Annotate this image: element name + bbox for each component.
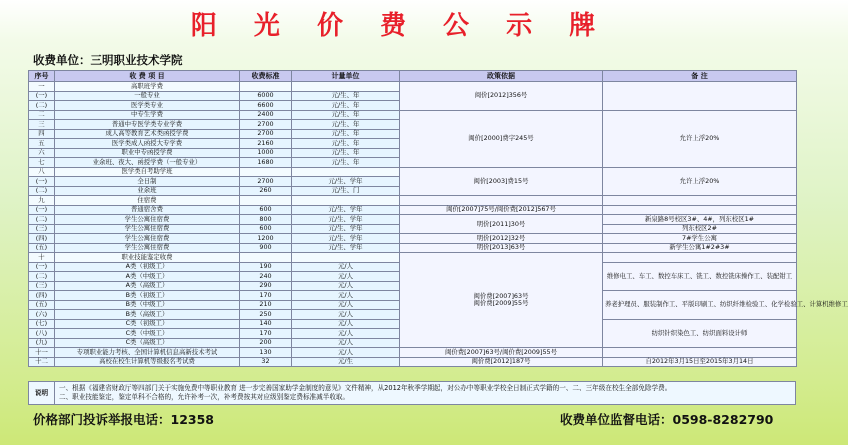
row-unit: 元/生、年: [292, 110, 400, 120]
policy-cell: 闽价[2000]费字245号: [400, 110, 603, 167]
row-standard: 130: [240, 348, 292, 358]
row-unit: [292, 82, 400, 92]
row-unit: 元/生、年: [292, 129, 400, 139]
row-unit: [292, 196, 400, 206]
row-unit: 元/人: [292, 348, 400, 358]
row-standard: [240, 253, 292, 263]
row-item: 学生公寓住宿费: [55, 234, 240, 244]
notes-text: [55, 382, 795, 404]
row-standard: 1000: [240, 148, 292, 158]
remark-cell: [603, 82, 797, 111]
row-standard: 1200: [240, 234, 292, 244]
row-seq: (九): [29, 338, 55, 348]
table-row: [29, 243, 797, 253]
row-unit: 元/生、年: [292, 148, 400, 158]
row-unit: 元/生、年: [292, 91, 400, 101]
row-item: 一般专业: [55, 91, 240, 101]
table-row: [29, 196, 797, 206]
policy-cell: 闽价[2003]费15号: [400, 167, 603, 196]
row-item: 学生公寓住宿费: [55, 215, 240, 225]
row-seq: (一): [29, 91, 55, 101]
row-unit: 元/生、学年: [292, 205, 400, 215]
row-unit: 元/生: [292, 357, 400, 367]
remark-cell: 新学生公寓1#2#3#: [603, 243, 797, 253]
row-standard: 800: [240, 215, 292, 225]
row-item: 医学类成人函授大专学费: [55, 139, 240, 149]
row-seq: 五: [29, 139, 55, 149]
table-header-row: [29, 71, 797, 82]
row-item: 普通宿舍费: [55, 205, 240, 215]
row-unit: 元/生、学年: [292, 177, 400, 187]
row-item: 学生公寓住宿费: [55, 224, 240, 234]
row-standard: 2700: [240, 120, 292, 130]
row-seq: (二): [29, 101, 55, 111]
row-item: 业余班、夜大、函授学费（一般专业）: [55, 158, 240, 168]
row-standard: 6000: [240, 91, 292, 101]
row-item: 高校在校生计算机等级报名考试费: [55, 357, 240, 367]
row-standard: 210: [240, 300, 292, 310]
row-item: 成人高等教育艺术类函授学费: [55, 129, 240, 139]
row-item: A类（中级工）: [55, 272, 240, 282]
header-unit: 计量单位: [292, 71, 400, 82]
header-item: 收 费 项 目: [55, 71, 240, 82]
row-seq: 六: [29, 148, 55, 158]
remark-cell: 允许上浮20%: [603, 110, 797, 167]
fee-table: [28, 70, 848, 367]
row-seq: (四): [29, 291, 55, 301]
row-standard: 250: [240, 310, 292, 320]
row-standard: 140: [240, 319, 292, 329]
row-seq: 四: [29, 129, 55, 139]
row-item: 全日制: [55, 177, 240, 187]
row-item: C类（高级工）: [55, 338, 240, 348]
row-unit: 元/生、年: [292, 101, 400, 111]
row-unit: [292, 253, 400, 263]
table-row: [29, 357, 797, 367]
row-seq: (二): [29, 186, 55, 196]
row-standard: 240: [240, 272, 292, 282]
row-item: C类（中级工）: [55, 329, 240, 339]
table-row: [29, 82, 797, 92]
row-seq: (七): [29, 319, 55, 329]
row-unit: 元/人: [292, 262, 400, 272]
row-standard: 290: [240, 281, 292, 291]
policy-cell: 闽价费[2007]63号 闽价费[2009]55号: [400, 253, 603, 348]
row-seq: (五): [29, 243, 55, 253]
row-seq: (三): [29, 281, 55, 291]
row-item: 中专生学费: [55, 110, 240, 120]
row-standard: 170: [240, 291, 292, 301]
remark-cell: 新泉路8号校区3#、4#，列东校区1#: [603, 215, 797, 225]
remark-cell: 列东校区2#: [603, 224, 797, 234]
row-seq: (二): [29, 272, 55, 282]
table-row: [29, 167, 797, 177]
remark-cell: [603, 348, 797, 358]
row-unit: 元/人: [292, 329, 400, 339]
row-item: B类（中级工）: [55, 300, 240, 310]
row-item: 医学类专业: [55, 101, 240, 111]
policy-cell: 闽价费[2007]63号/闽价费[2009]55号: [400, 348, 603, 358]
row-standard: 1680: [240, 158, 292, 168]
row-unit: 元/生、学年: [292, 234, 400, 244]
remark-cell: 允许上浮20%: [603, 167, 797, 196]
row-seq: (二): [29, 215, 55, 225]
row-unit: 元/生、年: [292, 139, 400, 149]
row-standard: 32: [240, 357, 292, 367]
remark-cell: [603, 196, 797, 206]
note-line: 一、根据《福建省财政厅等四部门关于实施免费中等职业教育 进一步完善国家助学金制度的意见》文件精神，从2012年秋季学期起，对公办中等职业学校全日制正式学籍的一、二、三年级在校生全部免除学费。: [59, 384, 672, 392]
row-unit: 元/生、学年: [292, 215, 400, 225]
row-unit: 元/生、学年: [292, 243, 400, 253]
row-seq: 十: [29, 253, 55, 263]
row-unit: 元/生、门: [292, 186, 400, 196]
row-item: 专项职业能力考核、全国计算机信息高新技术考试: [55, 348, 240, 358]
remark-cell: [603, 253, 797, 263]
table-row: [29, 253, 797, 263]
row-standard: 6600: [240, 101, 292, 111]
row-standard: [240, 82, 292, 92]
row-standard: 900: [240, 243, 292, 253]
row-standard: 2700: [240, 177, 292, 187]
fee-unit-label: 收费单位：三明职业技术学院: [33, 53, 183, 67]
row-seq: (四): [29, 234, 55, 244]
row-seq: (三): [29, 224, 55, 234]
header-remark: 备 注: [603, 71, 797, 82]
row-seq: (五): [29, 300, 55, 310]
board-title: 阳 光 价 费 公 示 牌: [190, 11, 610, 41]
row-seq: 一: [29, 82, 55, 92]
row-seq: (一): [29, 262, 55, 272]
row-unit: [292, 167, 400, 177]
table-row: [29, 205, 797, 215]
row-standard: [240, 196, 292, 206]
row-unit: 元/人: [292, 300, 400, 310]
table-row: [29, 348, 797, 358]
header-seq: 序号: [29, 71, 55, 82]
row-seq: 三: [29, 120, 55, 130]
remark-cell: 自2012年3月15日至2015年3月14日: [603, 357, 797, 367]
supervision-hotline: 收费单位监督电话：0598-8282790: [560, 412, 774, 427]
row-item: 学生公寓住宿费: [55, 243, 240, 253]
row-item: B类（高级工）: [55, 310, 240, 320]
row-unit: 元/人: [292, 338, 400, 348]
row-seq: (六): [29, 310, 55, 320]
policy-cell: 明价[2013]63号: [400, 243, 603, 253]
row-seq: 十一: [29, 348, 55, 358]
row-unit: 元/生、学年: [292, 224, 400, 234]
row-standard: 2400: [240, 110, 292, 120]
remark-cell: 维修电工、车工、数控车床工、铣工、数控铣床操作工、装配钳工: [603, 262, 797, 291]
row-standard: 600: [240, 224, 292, 234]
row-unit: 元/人: [292, 272, 400, 282]
row-standard: 190: [240, 262, 292, 272]
table-row: [29, 215, 797, 225]
row-seq: 十二: [29, 357, 55, 367]
policy-cell: 明价[2012]32号: [400, 234, 603, 244]
row-item: 高职班学费: [55, 82, 240, 92]
table-row: [29, 110, 797, 120]
row-unit: 元/生、年: [292, 158, 400, 168]
header-policy: 政策依据: [400, 71, 603, 82]
row-unit: 元/人: [292, 291, 400, 301]
row-item: 住宿费: [55, 196, 240, 206]
row-standard: [240, 167, 292, 177]
policy-cell: 闽价[2007]75号/闽价费[2012]567号: [400, 205, 603, 215]
policy-cell: 闽价[2012]356号: [400, 82, 603, 111]
row-item: 业余班: [55, 186, 240, 196]
row-unit: 元/人: [292, 319, 400, 329]
row-seq: (一): [29, 177, 55, 187]
row-standard: 200: [240, 338, 292, 348]
row-item: A类（初级工）: [55, 262, 240, 272]
row-standard: 260: [240, 186, 292, 196]
notes-label: 说明: [29, 382, 55, 404]
row-standard: 600: [240, 205, 292, 215]
row-item: C类（初级工）: [55, 319, 240, 329]
row-unit: 元/生、年: [292, 120, 400, 130]
row-seq: 九: [29, 196, 55, 206]
row-item: 医学类自考助学班: [55, 167, 240, 177]
remark-cell: 7#学生公寓: [603, 234, 797, 244]
policy-cell: 闽价费[2012]187号: [400, 357, 603, 367]
row-seq: 二: [29, 110, 55, 120]
policy-cell: 明价[2011]30号: [400, 215, 603, 234]
row-standard: 170: [240, 329, 292, 339]
row-item: B类（初级工）: [55, 291, 240, 301]
complaint-hotline: 价格部门投诉举报电话：12358: [33, 412, 214, 427]
table-row: [29, 234, 797, 244]
notes-box: [28, 381, 796, 405]
row-seq: (八): [29, 329, 55, 339]
row-item: 普通中专医学类专业学费: [55, 120, 240, 130]
row-item: A类（高级工）: [55, 281, 240, 291]
remark-cell: 养老护理员、服装制作工、平版印刷工、纺织纤维检验工、化学检验工、计算机维修工: [603, 291, 797, 320]
row-item: 职业技能鉴定收费: [55, 253, 240, 263]
row-unit: 元/人: [292, 310, 400, 320]
header-standard: 收费标准: [240, 71, 292, 82]
row-unit: 元/人: [292, 281, 400, 291]
row-seq: (一): [29, 205, 55, 215]
policy-cell: [400, 196, 603, 206]
row-standard: 2700: [240, 129, 292, 139]
remark-cell: 纺织针织染色工、纺织面料设计师: [603, 319, 797, 348]
remark-cell: [603, 205, 797, 215]
row-seq: 八: [29, 167, 55, 177]
row-seq: 七: [29, 158, 55, 168]
note-line: 二、职业技能鉴定，鉴定单科不合格的，允许补考一次，补考费按其对应级别鉴定费标准减半收取。: [59, 393, 350, 401]
row-item: 职业中专函授学费: [55, 148, 240, 158]
row-standard: 2160: [240, 139, 292, 149]
